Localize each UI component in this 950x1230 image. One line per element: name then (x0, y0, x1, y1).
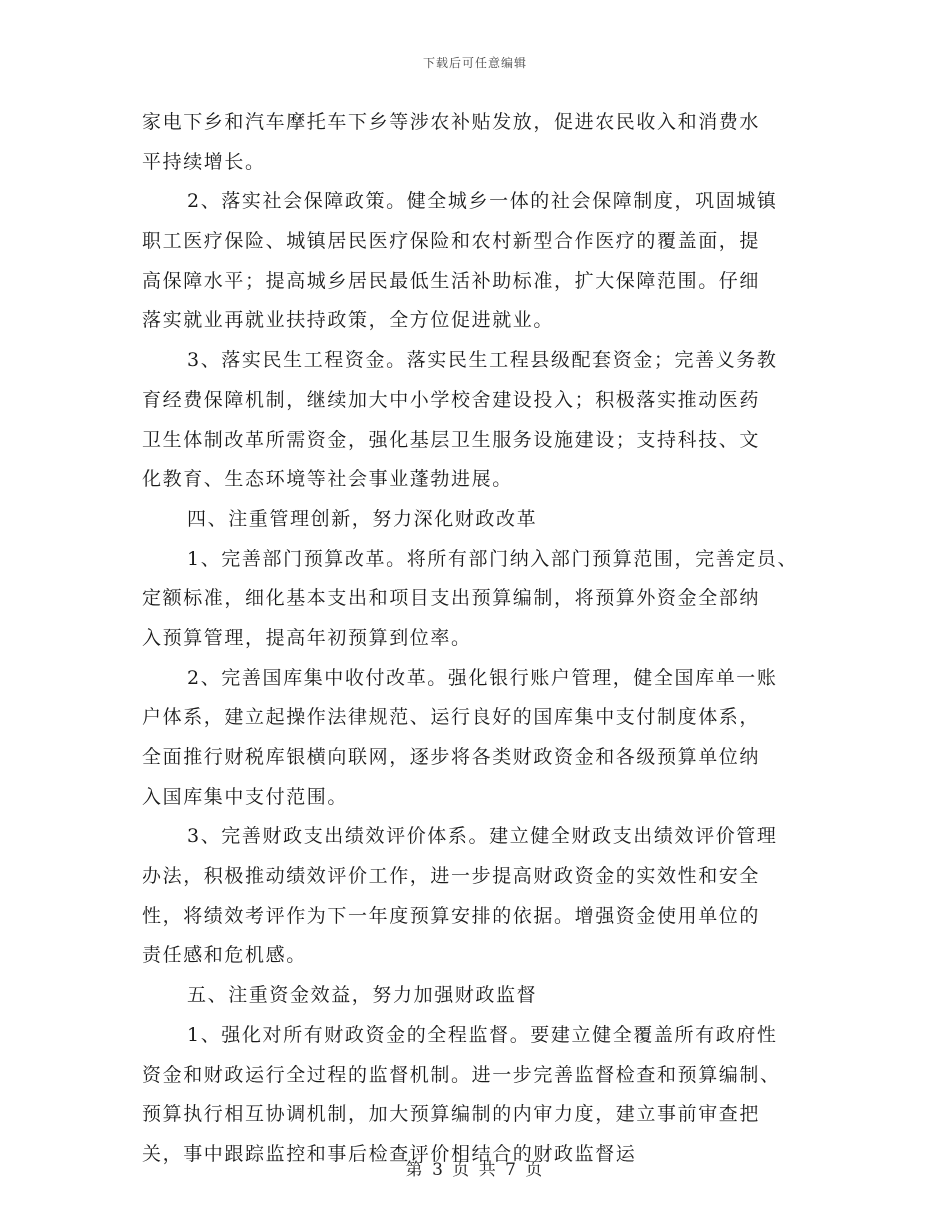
text-line: 全面推行财税库银横向联网，逐步将各类财政资金和各级预算单位纳 (142, 746, 761, 768)
text-line: 办法，积极推动绩效评价工作，进一步提高财政资金的实效性和安全 (142, 865, 761, 888)
page-footer: 第 3 页 共 7 页 (405, 1160, 545, 1180)
text-line: 2、完善国库集中收付改革。强化银行账户管理，健全国库单一账 (187, 666, 778, 689)
text-line: 3、完善财政支出绩效评价体系。建立健全财政支出绩效评价管理 (187, 825, 778, 848)
text-line: 定额标准，细化基本支出和项目支出预算编制，将预算外资金全部纳 (142, 587, 761, 610)
text-line: 性，将绩效考评作为下一年度预算安排的依据。增强资金使用单位的 (142, 904, 761, 927)
text-line: 入国库集中支付范围。 (142, 785, 349, 808)
text-line: 落实就业再就业扶持政策，全方位促进就业。 (142, 309, 555, 332)
text-line: 卫生体制改革所需资金，强化基层卫生服务设施建设；支持科技、文 (142, 428, 761, 451)
text-line: 2、落实社会保障政策。健全城乡一体的社会保障制度，巩固城镇 (187, 190, 778, 213)
text-line: 家电下乡和汽车摩托车下乡等涉农补贴发放，促进农民收入和消费水 (142, 111, 761, 133)
text-line: 职工医疗保险、城镇居民医疗保险和农村新型合作医疗的覆盖面，提 (142, 230, 761, 253)
text-line: 1、完善部门预算改革。将所有部门纳入部门预算范围，完善定员、 (187, 547, 799, 570)
text-line: 四、注重管理创新，努力深化财政改革 (187, 507, 538, 530)
text-line: 户体系，建立起操作法律规范、运行良好的国库集中支付制度体系， (142, 706, 761, 729)
text-line: 1、强化对所有财政资金的全程监督。要建立健全覆盖所有政府性 (187, 1023, 778, 1046)
text-line: 责任感和危机感。 (142, 944, 307, 967)
page-header: 下载后可任意编辑 (422, 56, 527, 70)
text-line: 资金和财政运行全过程的监督机制。进一步完善监督检查和预算编制、 (142, 1063, 781, 1086)
text-line: 高保障水平；提高城乡居民最低生活补助标准，扩大保障范围。仔细 (142, 269, 761, 292)
text-line: 平持续增长。 (142, 150, 266, 173)
document-body (142, 103, 832, 1175)
text-line: 育经费保障机制，继续加大中小学校舍建设投入；积极落实推动医药 (142, 388, 761, 411)
text-line: 入预算管理，提高年初预算到位率。 (142, 626, 472, 649)
text-line: 3、落实民生工程资金。落实民生工程县级配套资金；完善义务教 (187, 349, 778, 372)
text-line: 五、注重资金效益，努力加强财政监督 (187, 984, 538, 1007)
text-line: 化教育、生态环境等社会事业蓬勃进展。 (142, 468, 513, 491)
text-line: 预算执行相互协调机制，加大预算编制的内审力度，建立事前审查把 (142, 1103, 761, 1126)
text-line: 关，事中跟踪监控和事后检查评价相结合的财政监督运 (142, 1142, 637, 1165)
